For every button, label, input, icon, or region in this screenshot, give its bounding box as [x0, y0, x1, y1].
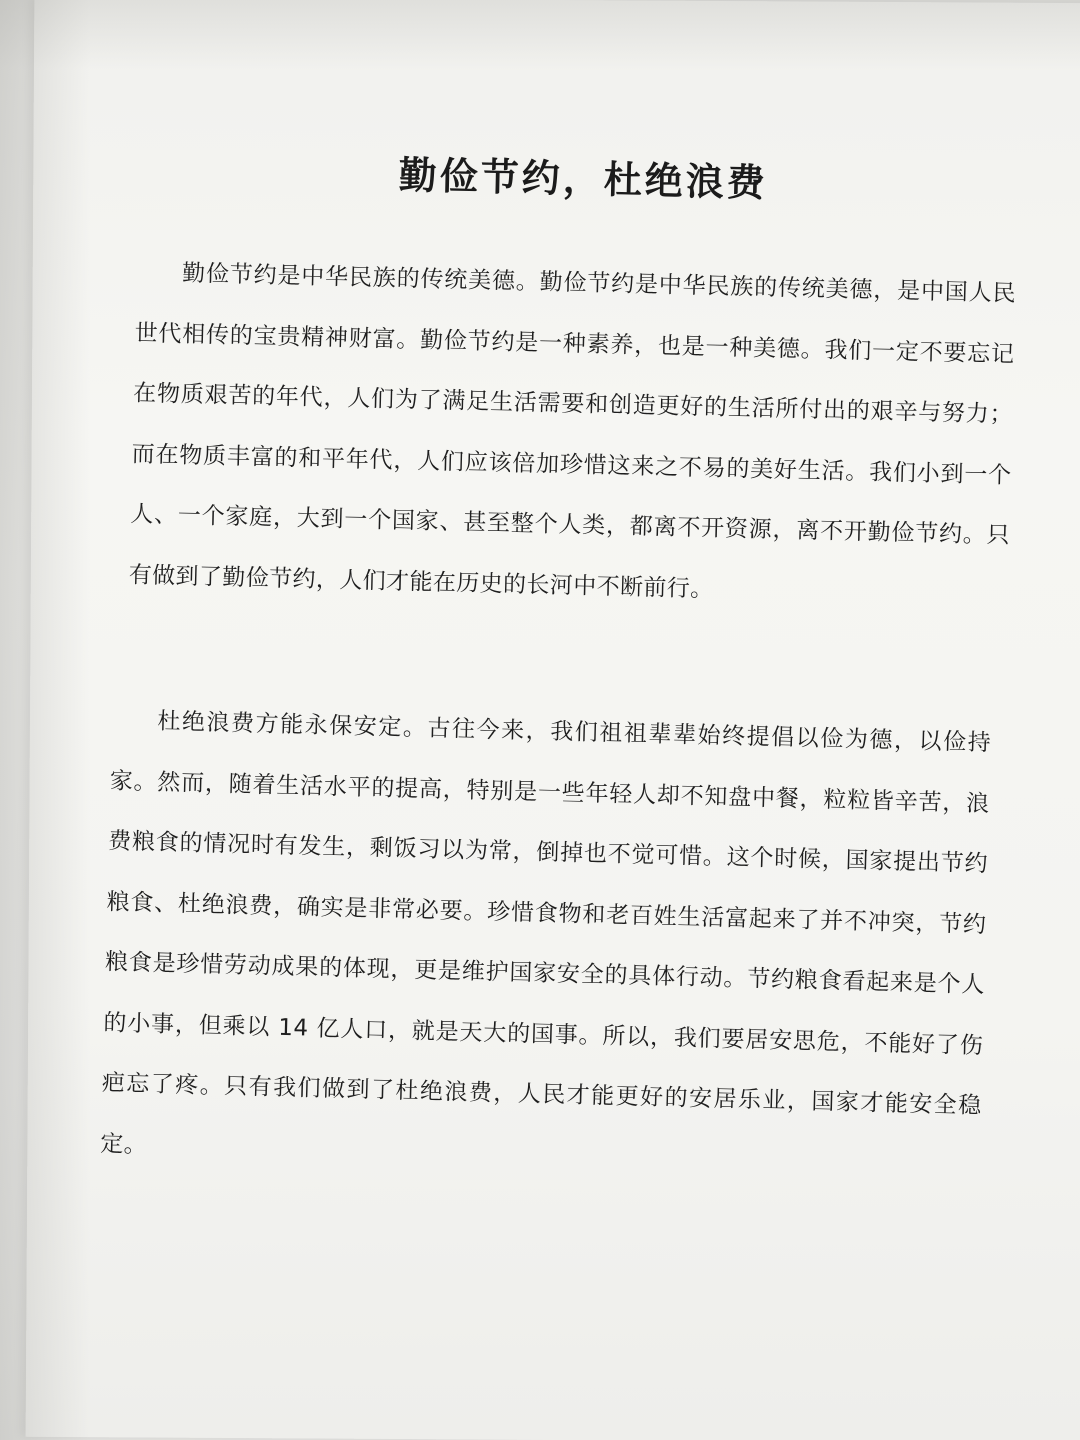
paragraph-1: 勤俭节约是中华民族的传统美德。勤俭节约是中华民族的传统美德，是中国人民世代相传的宝贵精神财富。勤俭节约是一种素养，也是一种美德。我们一定不要忘记在物质艰苦的年代，人们为了满足生活需要和创造更好的生活所付出的艰辛与努力；而在物质丰富的和平年代，人们应该倍加珍惜这来之不易的美好生活。我们小到一个人、一个家庭，大到一个国家、甚至整个人类，都离不开资源，离不开勤俭节约。只有做到了勤俭节约，人们才能在历史的长河中不断前行。	[128, 260, 1017, 603]
edge-shadow-top	[0, 0, 1080, 70]
document-title: 勤俭节约，杜绝浪费	[398, 152, 769, 206]
paper-sheet	[26, 0, 1080, 1440]
edge-shadow-left	[0, 0, 90, 1440]
paragraph-2: 杜绝浪费方能永保安定。古往今来，我们祖祖辈辈始终提倡以俭为德，以俭持家。然而，随着生活水平的提高，特别是一些年轻人却不知盘中餐，粒粒皆辛苦，浪费粮食的情况时有发生，剩饭习以为常，倒掉也不觉可惜。这个时候，国家提出节约粮食、杜绝浪费，确实是非常必要。珍惜食物和老百姓生活富起来了并不冲突，节约粮食是珍惜劳动成果的体现，更是维护国家安全的具体行动。节约粮食看起来是个人的小事，但乘以 14 亿人口，就是天大的国事。所以，我们要居安思危，不能好了伤疤忘了疼。只有我们做到了杜绝浪费，人民才能更好的安居乐业，国家才能安全稳定。	[99, 708, 992, 1158]
